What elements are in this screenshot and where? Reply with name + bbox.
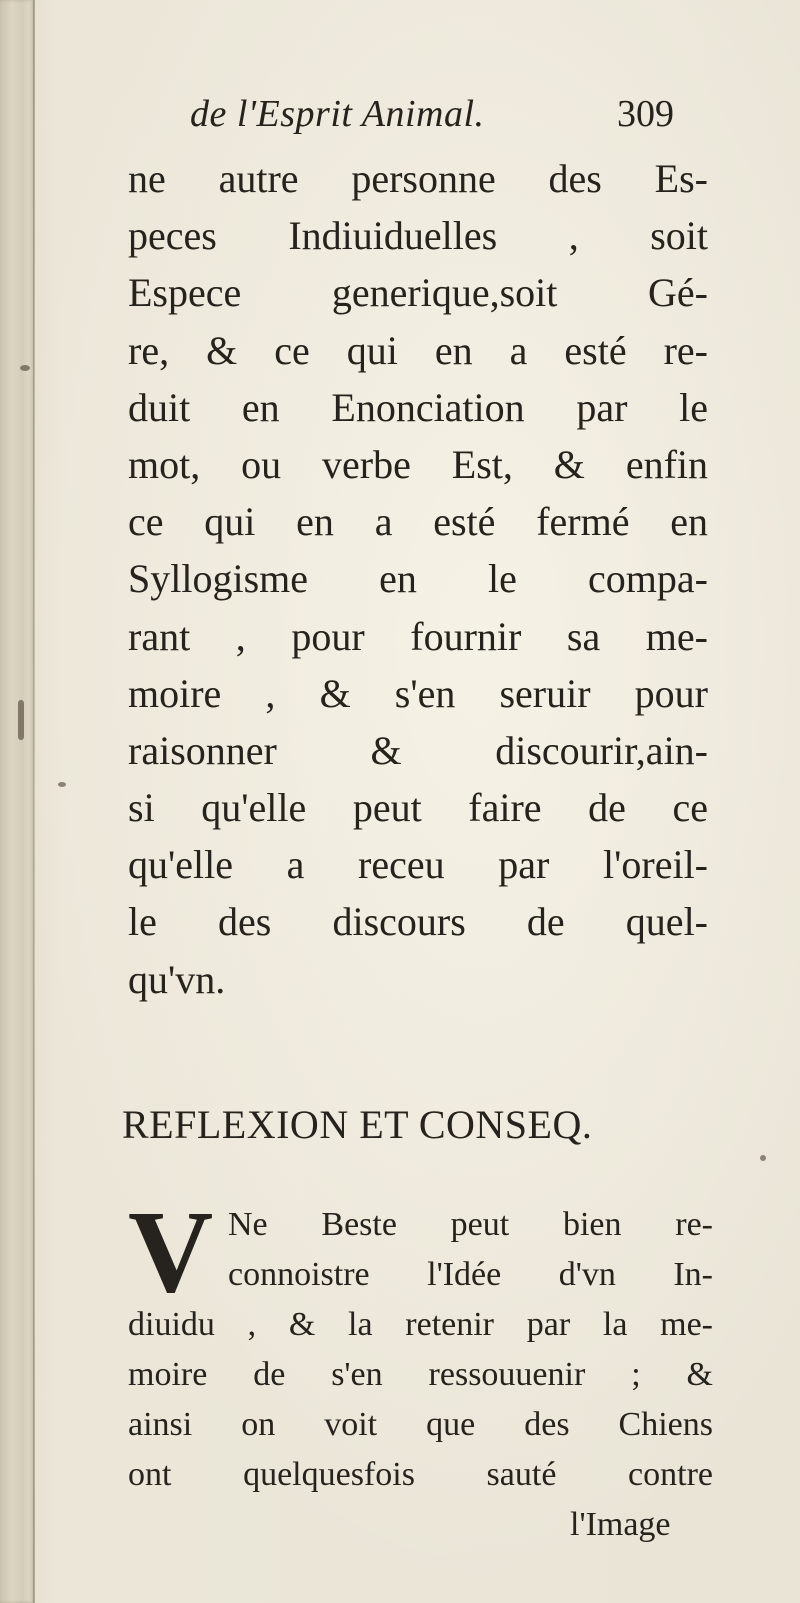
text-line: qu'vn. <box>128 956 226 1002</box>
text-line: le des discours de quel- <box>128 899 708 945</box>
text-line: connoistre l'Idée d'vn In- <box>228 1256 713 1293</box>
text-line: peces Indiuiduelles , soit <box>128 213 708 259</box>
text-line: qu'elle a receu par l'oreil- <box>128 842 708 888</box>
ink-speck <box>20 365 30 371</box>
text-line: re, & ce qui en a esté re- <box>128 327 708 373</box>
text-line: ainsi on voit que des Chiens <box>128 1406 713 1443</box>
drop-cap: V <box>128 1186 214 1317</box>
binding-gutter <box>0 0 34 1603</box>
ink-speck <box>18 700 24 740</box>
text-line: raisonner & discourir,ain- <box>128 727 708 773</box>
text-line: Ne Beste peut bien re- <box>228 1206 713 1243</box>
ink-speck <box>760 1155 766 1161</box>
section-heading: REFLEXION ET CONSEQ. <box>122 1102 593 1147</box>
text-line: rant , pour fournir sa me- <box>128 613 708 659</box>
text-line: ont quelquesfois sauté contre <box>128 1456 713 1493</box>
text-line: mot, ou verbe Est, & enfin <box>128 441 708 487</box>
running-title: de l'Esprit Animal. <box>190 93 485 135</box>
text-line: duit en Enonciation par le <box>128 384 708 430</box>
running-head <box>190 92 710 144</box>
text-line: Espece generique,soit Gé- <box>128 270 708 316</box>
text-line: ce qui en a esté fermé en <box>128 499 708 545</box>
catchword: l'Image <box>570 1506 671 1543</box>
text-line: diuidu , & la retenir par la me- <box>128 1306 713 1343</box>
text-line: si qu'elle peut faire de ce <box>128 785 708 831</box>
page-number: 309 <box>617 93 674 135</box>
text-line: moire de s'en ressouuenir ; & <box>128 1356 713 1393</box>
text-line: Syllogisme en le compa- <box>128 556 708 602</box>
paragraph-2 <box>128 1186 713 1500</box>
paragraph-1 <box>128 150 708 1008</box>
gutter-shadow-line <box>33 0 35 1603</box>
text-line: moire , & s'en seruir pour <box>128 670 708 716</box>
text-line: ne autre personne des Es- <box>128 156 708 201</box>
ink-speck <box>58 782 66 787</box>
